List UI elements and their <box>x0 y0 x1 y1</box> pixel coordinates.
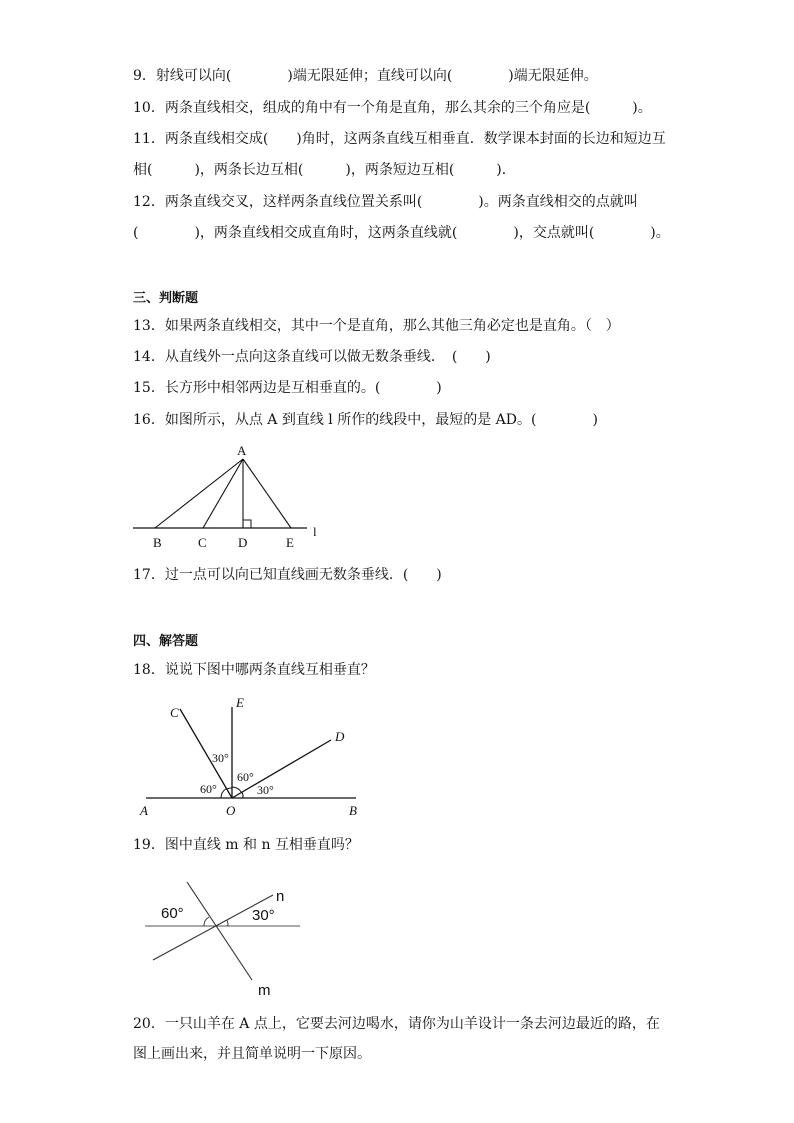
fig19-angle-30: 30° <box>252 907 275 924</box>
fig18-angle-dob: 30° <box>257 783 274 797</box>
line-l-label: l <box>313 524 317 539</box>
section-heading-answer: 四、解答题 <box>133 634 199 649</box>
fig18-label-d: D <box>335 729 345 744</box>
fig18-label-a: A <box>140 803 148 818</box>
question-14: 14．从直线外一点向这条直线可以做无数条垂线． ( ) <box>133 349 491 365</box>
fig19-label-m: m <box>258 982 271 999</box>
question-18: 18．说说下图中哪两条直线互相垂直？ <box>133 662 375 678</box>
fig19-label-n: n <box>276 888 285 905</box>
question-20-line-1: 20．一只山羊在 A 点上，它要去河边喝水，请你为山羊设计一条去河边最近的路，在 <box>133 1016 660 1032</box>
fig18-label-b: B <box>349 803 357 818</box>
point-b-label: B <box>153 535 162 550</box>
point-a-label: A <box>237 443 247 458</box>
question-11-line-1: 11．两条直线相交成( )角时，这两条直线互相垂直．数学课本封面的长边和短边互 <box>133 131 666 147</box>
fig18-angle-coe: 30° <box>212 751 229 765</box>
fig18-label-e: E <box>236 695 244 710</box>
question-12-line-1: 12．两条直线交叉，这样两条直线位置关系叫( )。两条直线相交的点就叫 <box>133 194 638 210</box>
question-19: 19．图中直线 m 和 n 互相垂直吗？ <box>133 837 359 853</box>
point-e-label: E <box>286 535 294 550</box>
point-c-label: C <box>198 535 207 550</box>
section-heading-judgement: 三、判断题 <box>133 291 199 306</box>
fig18-angle-aoc: 60° <box>200 782 217 796</box>
question-15: 15．长方形中相邻两边是互相垂直的。( ) <box>133 380 442 396</box>
point-d-label: D <box>238 535 248 550</box>
question-17: 17．过一点可以向已知直线画无数条垂线．( ) <box>133 567 442 583</box>
question-20-line-2: 图上画出来，并且简单说明一下原因。 <box>133 1046 371 1062</box>
question-10: 10．两条直线相交，组成的角中有一个角是直角，那么其余的三个角应是( )。 <box>133 100 652 116</box>
question-11-line-2: 相( )，两条长边互相( )，两条短边互相( )． <box>133 162 516 178</box>
question-12-line-2: ( )，两条直线相交成直角时，这两条直线就( )，交点就叫( )。 <box>133 225 670 241</box>
fig18-label-o: O <box>226 803 236 818</box>
question-16: 16．如图所示，从点 A 到直线 l 所作的线段中，最短的是 AD。( ) <box>133 412 598 428</box>
fig18-angle-eod: 60° <box>237 770 254 784</box>
question-13: 13．如果两条直线相交，其中一个是直角，那么其他三角必定也是直角。（ ） <box>133 318 620 334</box>
fig18-label-c: C <box>170 705 179 720</box>
fig19-angle-60: 60° <box>161 905 184 922</box>
question-9: 9．射线可以向( )端无限延伸；直线可以向( )端无限延伸。 <box>133 68 598 84</box>
